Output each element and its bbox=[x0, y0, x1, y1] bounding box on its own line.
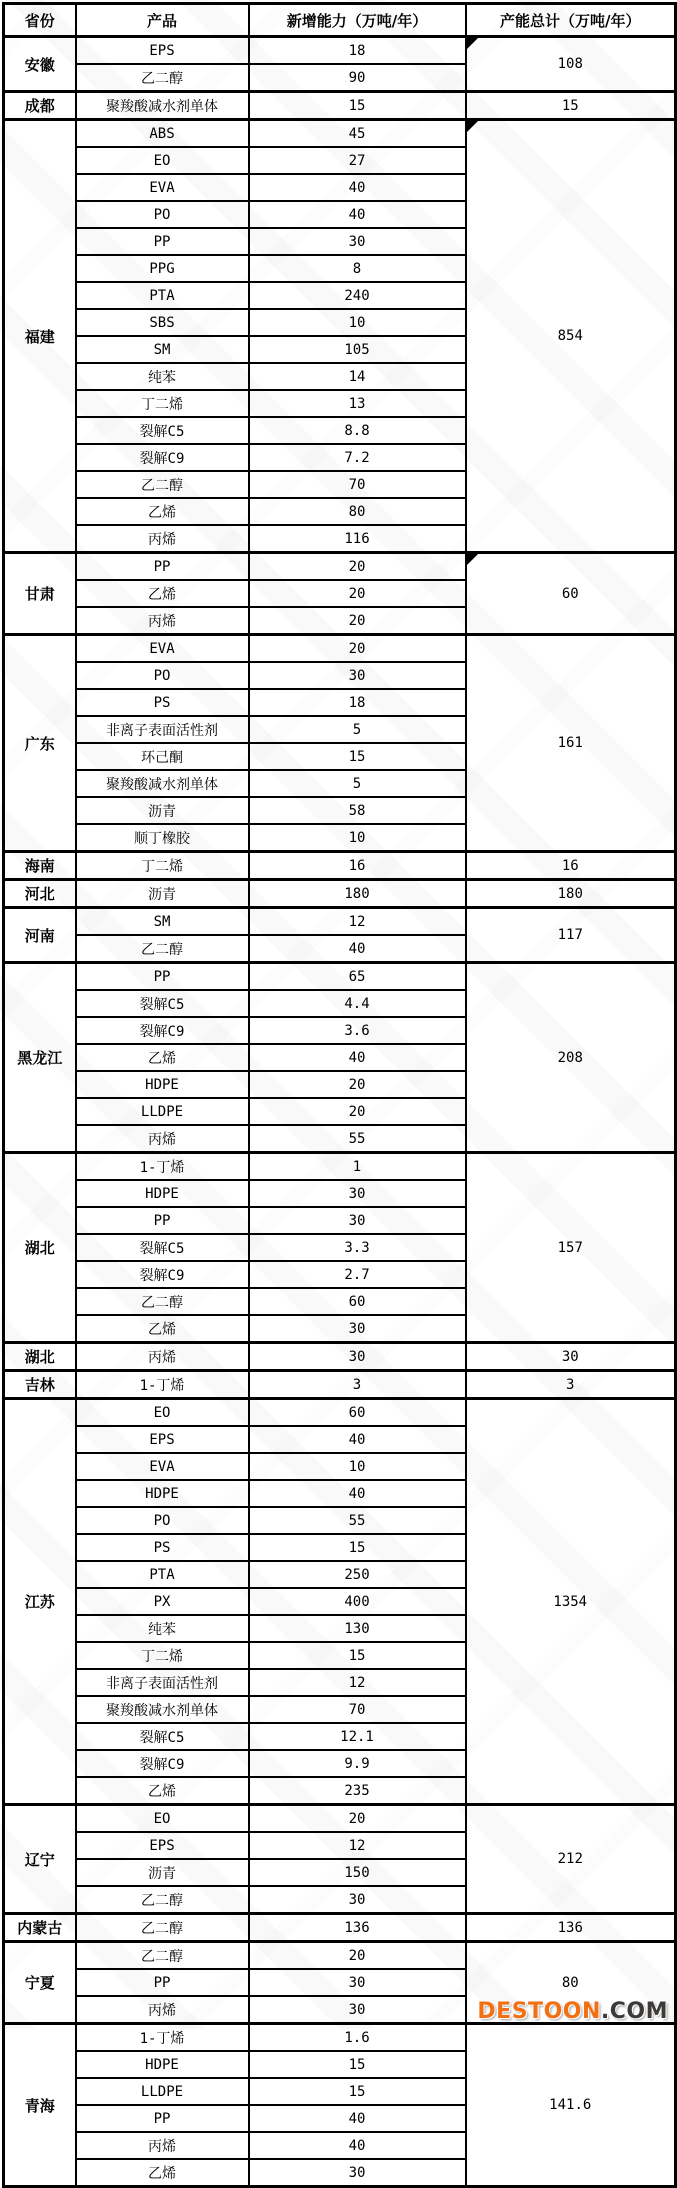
product-cell: 聚羧酸减水剂单体 bbox=[76, 770, 249, 797]
product-cell: 沥青 bbox=[76, 880, 249, 908]
product-cell: PP bbox=[76, 228, 249, 255]
new-capacity-cell: 15 bbox=[249, 1642, 466, 1669]
new-capacity-cell: 400 bbox=[249, 1588, 466, 1615]
product-cell: PP bbox=[76, 1969, 249, 1996]
new-capacity-cell: 10 bbox=[249, 824, 466, 852]
total-capacity-cell: 16 bbox=[466, 852, 676, 880]
new-capacity-cell: 8 bbox=[249, 255, 466, 282]
product-cell: 丙烯 bbox=[76, 525, 249, 553]
product-cell: EO bbox=[76, 147, 249, 174]
new-capacity-cell: 40 bbox=[249, 1426, 466, 1453]
product-cell: 环己酮 bbox=[76, 743, 249, 770]
table-row bbox=[4, 37, 676, 65]
total-capacity-cell: 854 bbox=[466, 120, 676, 553]
new-capacity-cell: 30 bbox=[249, 662, 466, 689]
product-cell: PP bbox=[76, 2105, 249, 2132]
new-capacity-cell: 5 bbox=[249, 770, 466, 797]
new-capacity-cell: 12 bbox=[249, 1669, 466, 1696]
new-capacity-cell: 13 bbox=[249, 390, 466, 417]
new-capacity-cell: 15 bbox=[249, 2051, 466, 2078]
product-cell: 裂解C5 bbox=[76, 1723, 249, 1750]
product-cell: 裂解C9 bbox=[76, 444, 249, 471]
new-capacity-cell: 30 bbox=[249, 1315, 466, 1343]
table-row bbox=[4, 120, 676, 148]
province-cell: 甘肃 bbox=[4, 553, 76, 635]
product-cell: 顺丁橡胶 bbox=[76, 824, 249, 852]
new-capacity-cell: 45 bbox=[249, 120, 466, 148]
product-cell: 乙二醇 bbox=[76, 471, 249, 498]
product-cell: EVA bbox=[76, 1453, 249, 1480]
product-cell: PTA bbox=[76, 1561, 249, 1588]
product-cell: 非离子表面活性剂 bbox=[76, 1669, 249, 1696]
new-capacity-cell: 58 bbox=[249, 797, 466, 824]
product-cell: 乙二醇 bbox=[76, 1288, 249, 1315]
province-cell: 内蒙古 bbox=[4, 1914, 76, 1942]
product-cell: 纯苯 bbox=[76, 1615, 249, 1642]
product-cell: EPS bbox=[76, 37, 249, 65]
total-capacity-cell: 108 bbox=[466, 37, 676, 92]
cell-corner-mark-icon bbox=[467, 554, 478, 565]
new-capacity-cell: 55 bbox=[249, 1125, 466, 1153]
province-cell: 青海 bbox=[4, 2024, 76, 2187]
site-watermark-brand: DESTOON bbox=[477, 1999, 601, 2024]
province-cell: 河北 bbox=[4, 880, 76, 908]
new-capacity-cell: 80 bbox=[249, 498, 466, 525]
site-watermark-suffix: .COM bbox=[600, 1999, 668, 2024]
table-row bbox=[4, 880, 676, 908]
table-row bbox=[4, 2024, 676, 2052]
product-cell: 丁二烯 bbox=[76, 852, 249, 880]
new-capacity-cell: 16 bbox=[249, 852, 466, 880]
product-cell: 裂解C9 bbox=[76, 1750, 249, 1777]
product-cell: 丁二烯 bbox=[76, 1642, 249, 1669]
product-cell: ABS bbox=[76, 120, 249, 148]
product-cell: 丙烯 bbox=[76, 607, 249, 635]
new-capacity-cell: 20 bbox=[249, 553, 466, 581]
table-row bbox=[4, 635, 676, 663]
product-cell: 乙烯 bbox=[76, 1044, 249, 1071]
product-cell: 裂解C9 bbox=[76, 1017, 249, 1044]
product-cell: PP bbox=[76, 963, 249, 991]
new-capacity-cell: 90 bbox=[249, 64, 466, 92]
new-capacity-cell: 9.9 bbox=[249, 1750, 466, 1777]
product-cell: LLDPE bbox=[76, 2078, 249, 2105]
table-row bbox=[4, 1942, 676, 1970]
new-capacity-cell: 30 bbox=[249, 1996, 466, 2024]
province-cell: 福建 bbox=[4, 120, 76, 553]
new-capacity-cell: 70 bbox=[249, 471, 466, 498]
product-cell: 纯苯 bbox=[76, 363, 249, 390]
new-capacity-cell: 15 bbox=[249, 743, 466, 770]
product-cell: 裂解C5 bbox=[76, 990, 249, 1017]
new-capacity-cell: 5 bbox=[249, 716, 466, 743]
province-cell: 宁夏 bbox=[4, 1942, 76, 2024]
table-row bbox=[4, 92, 676, 120]
province-cell: 湖北 bbox=[4, 1343, 76, 1371]
table-body bbox=[4, 37, 676, 2187]
total-capacity-cell: 212 bbox=[466, 1805, 676, 1914]
new-capacity-cell: 20 bbox=[249, 1071, 466, 1098]
product-cell: 裂解C5 bbox=[76, 1234, 249, 1261]
product-cell: PPG bbox=[76, 255, 249, 282]
total-capacity-cell: 180 bbox=[466, 880, 676, 908]
product-cell: 乙二醇 bbox=[76, 1942, 249, 1970]
table-row bbox=[4, 1805, 676, 1833]
product-cell: 裂解C9 bbox=[76, 1261, 249, 1288]
product-cell: PS bbox=[76, 1534, 249, 1561]
capacity-table bbox=[2, 2, 677, 2188]
new-capacity-cell: 3.3 bbox=[249, 1234, 466, 1261]
total-capacity-cell: 161 bbox=[466, 635, 676, 852]
new-capacity-cell: 136 bbox=[249, 1914, 466, 1942]
new-capacity-cell: 30 bbox=[249, 1969, 466, 1996]
product-cell: 乙二醇 bbox=[76, 64, 249, 92]
product-cell: PO bbox=[76, 662, 249, 689]
product-cell: 乙烯 bbox=[76, 498, 249, 525]
product-cell: HDPE bbox=[76, 1071, 249, 1098]
new-capacity-cell: 12 bbox=[249, 1832, 466, 1859]
new-capacity-cell: 40 bbox=[249, 2132, 466, 2159]
product-cell: 乙烯 bbox=[76, 2159, 249, 2187]
site-watermark bbox=[477, 1999, 668, 2024]
product-cell: EPS bbox=[76, 1832, 249, 1859]
province-cell: 安徽 bbox=[4, 37, 76, 92]
cell-corner-mark-icon bbox=[467, 38, 478, 49]
total-capacity-cell: 136 bbox=[466, 1914, 676, 1942]
product-cell: PP bbox=[76, 1207, 249, 1234]
product-cell: EVA bbox=[76, 174, 249, 201]
product-cell: PO bbox=[76, 1507, 249, 1534]
product-cell: SM bbox=[76, 908, 249, 936]
new-capacity-cell: 70 bbox=[249, 1696, 466, 1723]
product-cell: PS bbox=[76, 689, 249, 716]
product-cell: 丁二烯 bbox=[76, 390, 249, 417]
table-row bbox=[4, 963, 676, 991]
new-capacity-cell: 130 bbox=[249, 1615, 466, 1642]
table-row bbox=[4, 1399, 676, 1427]
province-cell: 黑龙江 bbox=[4, 963, 76, 1153]
new-capacity-cell: 3.6 bbox=[249, 1017, 466, 1044]
new-capacity-cell: 7.2 bbox=[249, 444, 466, 471]
product-cell: HDPE bbox=[76, 1480, 249, 1507]
new-capacity-cell: 8.8 bbox=[249, 417, 466, 444]
new-capacity-cell: 10 bbox=[249, 1453, 466, 1480]
new-capacity-cell: 116 bbox=[249, 525, 466, 553]
column-header-product: 产品 bbox=[76, 4, 249, 37]
table-row bbox=[4, 1914, 676, 1942]
product-cell: PX bbox=[76, 1588, 249, 1615]
total-capacity-cell: 157 bbox=[466, 1153, 676, 1343]
product-cell: 丙烯 bbox=[76, 2132, 249, 2159]
province-cell: 江苏 bbox=[4, 1399, 76, 1805]
product-cell: 1-丁烯 bbox=[76, 1153, 249, 1181]
product-cell: SM bbox=[76, 336, 249, 363]
new-capacity-cell: 12 bbox=[249, 908, 466, 936]
product-cell: PP bbox=[76, 553, 249, 581]
total-capacity-cell: 60 bbox=[466, 553, 676, 635]
province-cell: 广东 bbox=[4, 635, 76, 852]
product-cell: EPS bbox=[76, 1426, 249, 1453]
product-cell: 乙烯 bbox=[76, 1315, 249, 1343]
new-capacity-cell: 20 bbox=[249, 607, 466, 635]
total-capacity-cell: 117 bbox=[466, 908, 676, 963]
new-capacity-cell: 235 bbox=[249, 1777, 466, 1805]
new-capacity-cell: 3 bbox=[249, 1371, 466, 1399]
table-row bbox=[4, 908, 676, 936]
new-capacity-cell: 20 bbox=[249, 1805, 466, 1833]
new-capacity-cell: 18 bbox=[249, 37, 466, 65]
product-cell: 沥青 bbox=[76, 797, 249, 824]
product-cell: EVA bbox=[76, 635, 249, 663]
new-capacity-cell: 30 bbox=[249, 1886, 466, 1914]
product-cell: 1-丁烯 bbox=[76, 2024, 249, 2052]
product-cell: HDPE bbox=[76, 2051, 249, 2078]
table-row bbox=[4, 852, 676, 880]
new-capacity-cell: 20 bbox=[249, 1098, 466, 1125]
product-cell: 乙烯 bbox=[76, 580, 249, 607]
product-cell: PO bbox=[76, 201, 249, 228]
new-capacity-cell: 40 bbox=[249, 201, 466, 228]
new-capacity-cell: 14 bbox=[249, 363, 466, 390]
product-cell: 丙烯 bbox=[76, 1996, 249, 2024]
product-cell: 乙二醇 bbox=[76, 1886, 249, 1914]
product-cell: 1-丁烯 bbox=[76, 1371, 249, 1399]
province-cell: 吉林 bbox=[4, 1371, 76, 1399]
province-cell: 海南 bbox=[4, 852, 76, 880]
new-capacity-cell: 20 bbox=[249, 635, 466, 663]
total-capacity-cell: 141.6 bbox=[466, 2024, 676, 2187]
cell-corner-mark-icon bbox=[467, 121, 478, 132]
new-capacity-cell: 30 bbox=[249, 1207, 466, 1234]
new-capacity-cell: 40 bbox=[249, 2105, 466, 2132]
province-cell: 成都 bbox=[4, 92, 76, 120]
new-capacity-cell: 30 bbox=[249, 228, 466, 255]
column-header-province: 省份 bbox=[4, 4, 76, 37]
new-capacity-cell: 40 bbox=[249, 174, 466, 201]
header-row bbox=[4, 4, 676, 37]
new-capacity-cell: 20 bbox=[249, 580, 466, 607]
product-cell: 聚羧酸减水剂单体 bbox=[76, 92, 249, 120]
table-row bbox=[4, 1371, 676, 1399]
new-capacity-cell: 10 bbox=[249, 309, 466, 336]
product-cell: SBS bbox=[76, 309, 249, 336]
province-cell: 湖北 bbox=[4, 1153, 76, 1343]
product-cell: 聚羧酸减水剂单体 bbox=[76, 1696, 249, 1723]
column-header-total-capacity: 产能总计（万吨/年） bbox=[466, 4, 676, 37]
new-capacity-cell: 1 bbox=[249, 1153, 466, 1181]
new-capacity-cell: 27 bbox=[249, 147, 466, 174]
province-cell: 辽宁 bbox=[4, 1805, 76, 1914]
new-capacity-cell: 20 bbox=[249, 1942, 466, 1970]
product-cell: 丙烯 bbox=[76, 1343, 249, 1371]
product-cell: 非离子表面活性剂 bbox=[76, 716, 249, 743]
product-cell: LLDPE bbox=[76, 1098, 249, 1125]
total-capacity-cell: 1354 bbox=[466, 1399, 676, 1805]
new-capacity-cell: 40 bbox=[249, 935, 466, 963]
new-capacity-cell: 65 bbox=[249, 963, 466, 991]
new-capacity-cell: 15 bbox=[249, 2078, 466, 2105]
new-capacity-cell: 30 bbox=[249, 1180, 466, 1207]
new-capacity-cell: 18 bbox=[249, 689, 466, 716]
product-cell: 沥青 bbox=[76, 1859, 249, 1886]
new-capacity-cell: 55 bbox=[249, 1507, 466, 1534]
new-capacity-cell: 30 bbox=[249, 1343, 466, 1371]
new-capacity-cell: 60 bbox=[249, 1399, 466, 1427]
table-row bbox=[4, 1153, 676, 1181]
new-capacity-cell: 40 bbox=[249, 1480, 466, 1507]
product-cell: EO bbox=[76, 1399, 249, 1427]
new-capacity-cell: 4.4 bbox=[249, 990, 466, 1017]
new-capacity-cell: 12.1 bbox=[249, 1723, 466, 1750]
column-header-new-capacity: 新增能力（万吨/年） bbox=[249, 4, 466, 37]
new-capacity-cell: 30 bbox=[249, 2159, 466, 2187]
product-cell: EO bbox=[76, 1805, 249, 1833]
total-capacity-cell: 80 bbox=[466, 1942, 676, 2024]
total-capacity-cell: 3 bbox=[466, 1371, 676, 1399]
new-capacity-cell: 105 bbox=[249, 336, 466, 363]
new-capacity-cell: 60 bbox=[249, 1288, 466, 1315]
product-cell: 乙烯 bbox=[76, 1777, 249, 1805]
new-capacity-cell: 150 bbox=[249, 1859, 466, 1886]
product-cell: HDPE bbox=[76, 1180, 249, 1207]
table-row bbox=[4, 553, 676, 581]
table-row bbox=[4, 1343, 676, 1371]
new-capacity-cell: 1.6 bbox=[249, 2024, 466, 2052]
new-capacity-cell: 180 bbox=[249, 880, 466, 908]
new-capacity-cell: 15 bbox=[249, 92, 466, 120]
new-capacity-cell: 40 bbox=[249, 1044, 466, 1071]
new-capacity-cell: 2.7 bbox=[249, 1261, 466, 1288]
new-capacity-cell: 250 bbox=[249, 1561, 466, 1588]
total-capacity-cell: 15 bbox=[466, 92, 676, 120]
total-capacity-cell: 208 bbox=[466, 963, 676, 1153]
product-cell: 丙烯 bbox=[76, 1125, 249, 1153]
new-capacity-cell: 15 bbox=[249, 1534, 466, 1561]
product-cell: PTA bbox=[76, 282, 249, 309]
product-cell: 乙二醇 bbox=[76, 1914, 249, 1942]
product-cell: 乙二醇 bbox=[76, 935, 249, 963]
product-cell: 裂解C5 bbox=[76, 417, 249, 444]
new-capacity-cell: 240 bbox=[249, 282, 466, 309]
total-capacity-cell: 30 bbox=[466, 1343, 676, 1371]
province-cell: 河南 bbox=[4, 908, 76, 963]
